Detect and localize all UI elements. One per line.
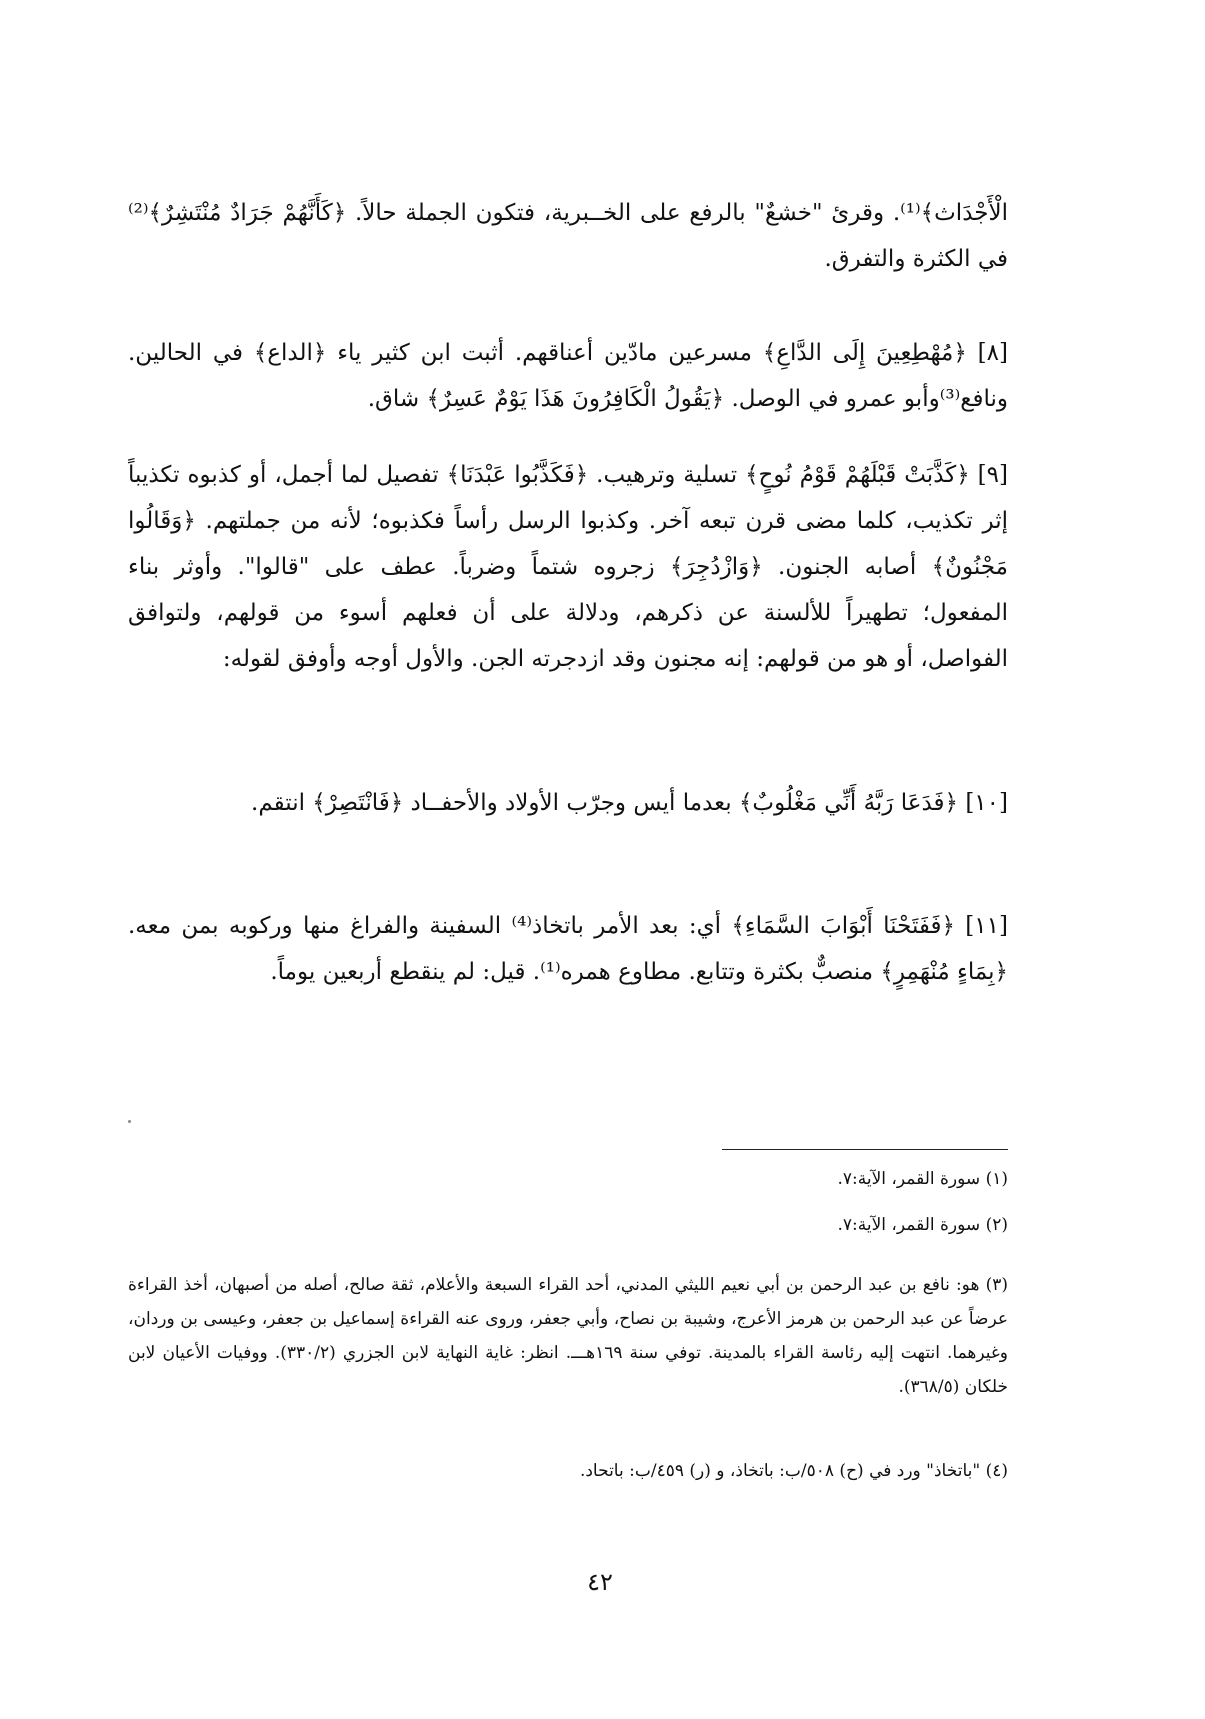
footnote-4-wrap <box>128 1454 1008 1488</box>
paragraph-verse-9-wrap <box>128 452 1008 682</box>
page-number: ٤٢ <box>587 1568 613 1596</box>
footnote-3: (٣) هو: نافع بن عبد الرحمن بن أبي نعيم الليثي المدني، أحد القراء السبعة والأعلام، ثقة صالح، أصله من أصبهان، أخذ القراءة عرضاً عن عبد الرحمن بن هرمز الأعرج، وشيبة بن نصاح، وأبي جعفر، وروى عنه القراءة إسماعيل بن جعفر، وعيسى بن وردان، وغيرهما. انتهت إليه رئاسة القراء بالمدينة. توفي سنة ١٦٩هـــ. انظر: غاية النهاية لابن الجزري (٣٣٠/٢). ووفيات الأعيان لابن خلكان (٣٦٨/٥). <box>128 1275 1008 1397</box>
paragraph-verse-8-wrap <box>128 330 1008 422</box>
paragraph-verse-11: [١١] ﴿فَفَتَحْنَا أَبْوَابَ السَّمَاءِ﴾ أي: بعد الأمر باتخاذ⁽⁴⁾ السفينة والفراغ منها وركوبه بمن معه. ﴿بِمَاءٍ مُنْهَمِرٍ﴾ منصبٌّ بكثرة وتتابع. مطاوع همره⁽¹⁾. قيل: لم ينقطع أربعين يوماً. <box>128 913 1008 985</box>
footnote-2: (٢) سورة القمر، الآية:٧. <box>837 1215 1008 1235</box>
footnote-4: (٤) "باتخاذ" ورد في (ح) ٥٠٨/ب: باتخاذ، و (ر) ٤٥٩/ب: باتحاد. <box>579 1461 1008 1481</box>
paragraph-1-wrap <box>128 190 1008 282</box>
footnote-separator <box>722 1149 1008 1150</box>
paragraph-verse-8: [٨] ﴿مُهْطِعِينَ إِلَى الدَّاعِ﴾ مسرعين مادّين أعناقهم. أثبت ابن كثير ياء ﴿الداع﴾ في الحالين. ونافع⁽³⁾وأبو عمرو في الوصل. ﴿يَقُولُ الْكَافِرُونَ هَذَا يَوْمٌ عَسِرٌ﴾ شاق. <box>128 340 1008 412</box>
footnote-3-wrap <box>128 1268 1008 1404</box>
scan-speck <box>128 1120 131 1123</box>
paragraph-verse-10: [١٠] ﴿فَدَعَا رَبَّهُ أَنِّي مَغْلُوبٌ﴾ بعدما أيس وجرّب الأولاد والأحفــاد ﴿فَانْتَصِرْ﴾ انتقم. <box>251 790 1008 816</box>
footnote-1-wrap <box>128 1162 1008 1196</box>
paragraph-verse-9: [٩] ﴿كَذَّبَتْ قَبْلَهُمْ قَوْمُ نُوحٍ﴾ تسلية وترهيب. ﴿فَكَذَّبُوا عَبْدَنَا﴾ تفصيل لما أجمل، أو كذبوه تكذيباً إثر تكذيب، كلما مضى قرن تبعه آخر. وكذبوا الرسل رأساً فكذبوه؛ لأنه من جملتهم. ﴿وَقَالُوا مَجْنُونٌ﴾ أصابه الجنون. ﴿وَازْدُجِرَ﴾ زجروه شتماً وضرباً. عطف على "قالوا". وأوثر بناء المفعول؛ تطهيراً للألسنة عن ذكرهم، ودلالة على أن فعلهم أسوء من قولهم، ولتوافق الفواصل، أو هو من قولهم: إنه مجنون وقد ازدجرته الجن. والأول أوجه وأوفق لقوله: <box>128 462 1008 672</box>
paragraph-continuation: الْأَجْدَاث﴾⁽¹⁾. وقرئ "خشعٌ" بالرفع على الخــبرية، فتكون الجملة حالاً. ﴿كَأَنَّهُمْ جَرَادٌ مُنْتَشِرٌ﴾⁽²⁾ في الكثرة والتفرق. <box>128 200 1008 272</box>
footnote-1: (١) سورة القمر، الآية:٧. <box>837 1169 1008 1189</box>
paragraph-verse-10-wrap <box>128 780 1008 826</box>
paragraph-verse-11-wrap <box>128 903 1008 995</box>
footnote-2-wrap <box>128 1208 1008 1242</box>
